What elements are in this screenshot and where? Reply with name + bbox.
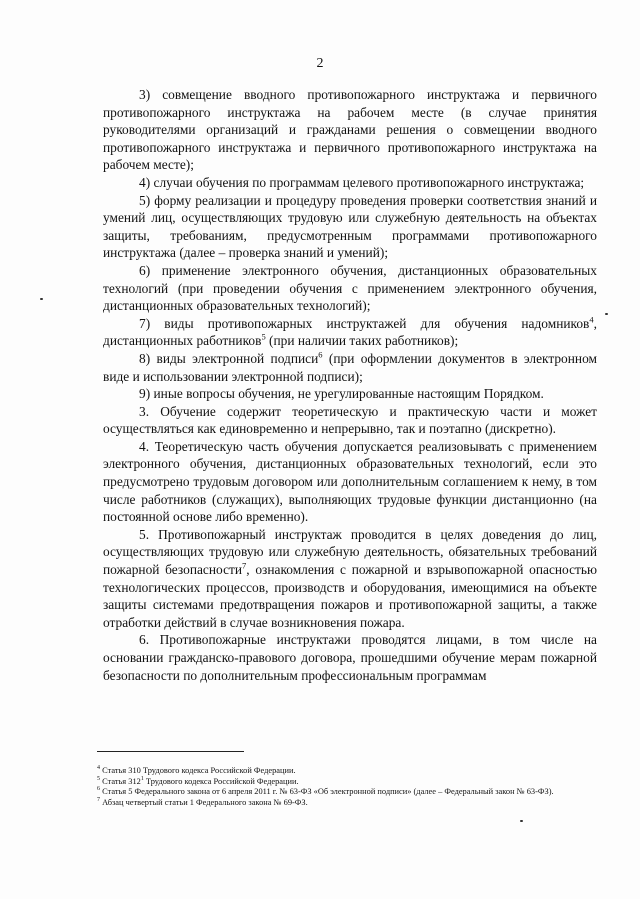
- footnote-ref-6: 6: [318, 349, 323, 360]
- footnote-ref-4: 4: [589, 314, 594, 325]
- paragraph-item-4: 4) случаи обучения по программам целевого противопожарного инструктажа;: [139, 174, 585, 190]
- footnote-ref-5: 5: [261, 331, 266, 342]
- footnote-ref-7: 7: [242, 560, 247, 571]
- footnote-7: $^7$ Абзац четвертый статьи 1 Федерального закона № 69-ФЗ.: [97, 796, 308, 807]
- page-number: 2: [316, 56, 324, 71]
- scan-speck: [40, 298, 43, 300]
- scan-speck: [520, 820, 523, 822]
- footnote-4: $^4$ Статья 310 Трудового кодекса Российской Федерации.: [97, 765, 296, 775]
- paragraph-item-6: 6) применение электронного обучения, дистанционных образовательных технологий (при проведении обучения с применением электронного обучения, дистанционных образовательных технологий);: [103, 262, 597, 314]
- paragraph-section-5: 5. Противопожарный инструктаж проводится в целях доведения до лиц, осуществляющих трудовую или служебную деятельность, обязательных требований пожарной безопасности$^7$, ознакомления с пожарной и взрывопожарной опасностью технологических процессов, производств и оборудования, имеющимися на объекте защиты системами предотвращения пожаров и противопожарной защиты, а также отработки действий в случае возникновения пожара.: [103, 526, 597, 630]
- paragraph-item-5: 5) форму реализации и процедуру проведения проверки соответствия знаний и умений лиц, осуществляющих трудовую или служебную деятельность на объектах защиты, требованиям, предусмотренным программами противопожарного инструктажа (далее – проверка знаний и умений);: [103, 192, 597, 261]
- scan-speck: [605, 313, 608, 315]
- paragraph-item-9: 9) иные вопросы обучения, не урегулированные настоящим Порядком.: [139, 386, 544, 402]
- footnote-5: $^5$ Статья $312^1$ Трудового кодекса Российской Федерации.: [97, 775, 299, 786]
- footnote-6: $^6$ Статья 5 Федерального закона от 6 апреля 2011 г. № 63-ФЗ «Об электронной подписи» (далее – Федеральный закон № 63-ФЗ).: [97, 786, 554, 797]
- paragraph-section-3: 3. Обучение содержит теоретическую и практическую части и может осуществляться как единовременно и непрерывно, так и поэтапно (дискретно).: [103, 403, 597, 437]
- footnotes: [97, 766, 597, 808]
- paragraph-item-8: 8) виды электронной подписи$^6$ (при оформлении документов в электронном виде и использовании электронной подписи);: [103, 349, 597, 384]
- paragraph-section-4: 4. Теоретическую часть обучения допускается реализовывать с применением электронного обучения, дистанционных образовательных технологий, если это предусмотрено трудовым договором или дополнительным соглашением к нему, в том числе работников (служащих), выполняющих трудовые функции дистанционно (на постоянной основе либо временно).: [103, 438, 597, 525]
- document-body: [103, 86, 597, 684]
- paragraph-item-7: 7) виды противопожарных инструктажей для обучения надомников$^4$, дистанционных работников$^5$ (при наличии таких работников);: [103, 314, 597, 349]
- paragraph-section-6: 6. Противопожарные инструктажи проводятся лицами, в том числе на основании гражданско-правового договора, прошедшими обучение мерам пожарной безопасности по дополнительным профессиональным программам: [103, 632, 597, 683]
- footnote-separator: [97, 751, 244, 752]
- paragraph-item-3: 3) совмещение вводного противопожарного инструктажа и первичного противопожарного инструктажа на рабочем месте (в случае принятия руководителями организаций и гражданами решения о совмещении вводного противопожарного инструктажа и первичного противопожарного инструктажа на рабочем месте);: [103, 87, 597, 173]
